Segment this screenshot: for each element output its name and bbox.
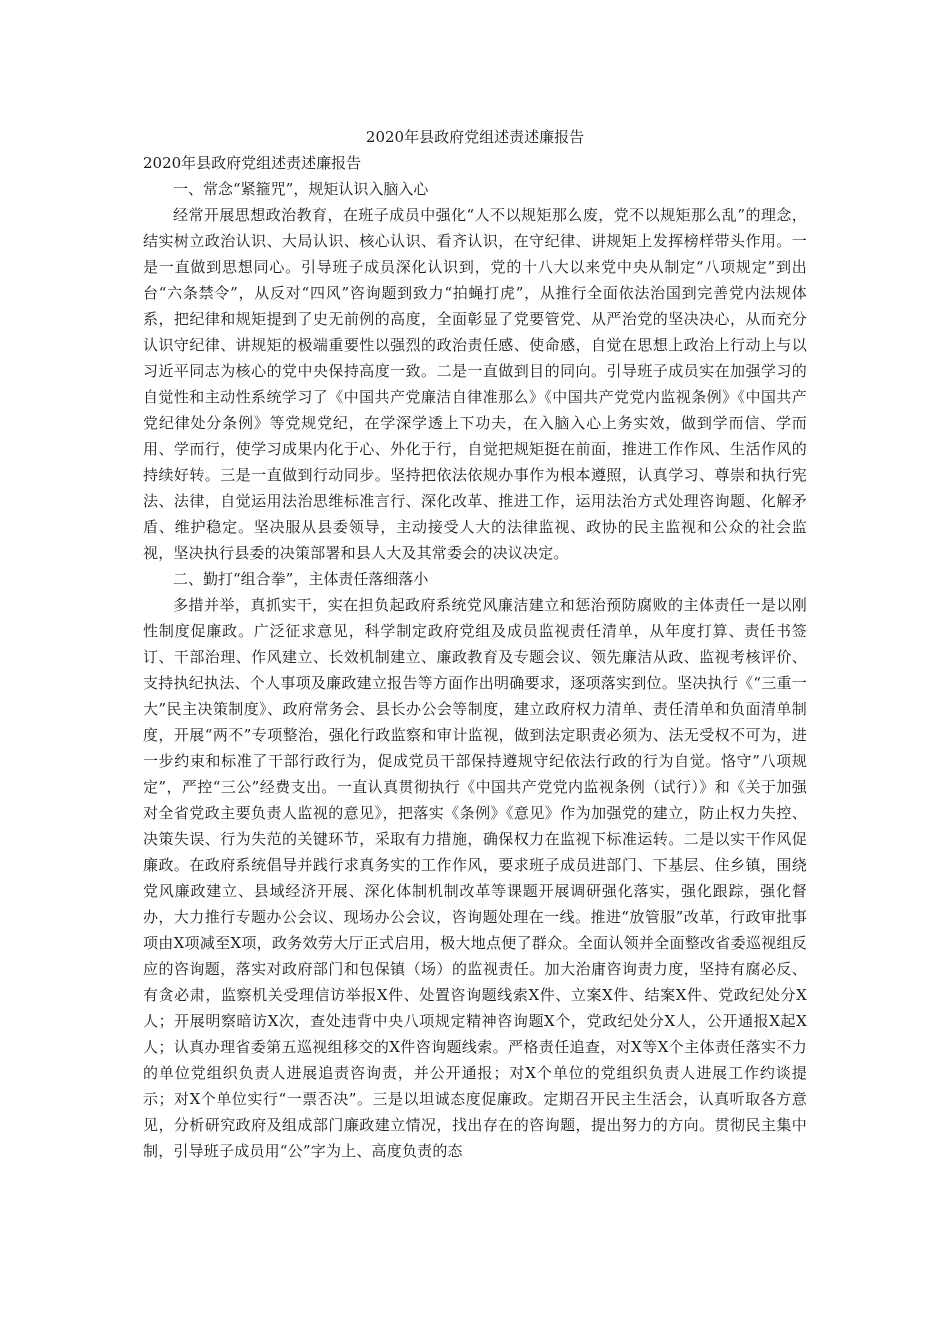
section-heading-1: 一、常念“紧箍咒”，规矩认识入脑入心	[173, 180, 429, 198]
document-page	[143, 124, 807, 1164]
document-title: 2020年县政府党组述责述廉报告	[365, 128, 585, 146]
document-subtitle: 2020年县政府党组述责述廉报告	[143, 154, 362, 172]
section-paragraph-1: 经常开展思想政治教育，在班子成员中强化“人不以规矩那么废，党不以规矩那么乱”的理念，结实树立政治认识、大局认识、核心认识、看齐认识，在守纪律、讲规矩上发挥榜样带头作用。一是一直做到思想同心。引导班子成员深化认识到，党的十八大以来党中央从制定“八项规定”到出台“六条禁令”，从反对“四风”咨询题到致力“拍蝇打虎”，从推行全面依法治国到完善党内法规体系，把纪律和规矩提到了史无前例的高度，全面彰显了党要管党、从严治党的坚决决心，从而充分认识守纪律、讲规矩的极端重要性以强烈的政治责任感、使命感，自觉在思想上政治上行动上与以习近平同志为核心的党中央保持高度一致。二是一直做到目的同向。引导班子成员实在加强学习的自觉性和主动性系统学习了《中国共产党廉洁自律准那么》《中国共产党党内监视条例》《中国共产党纪律处分条例》等党规党纪，在学深学透上下功夫，在入脑入心上务实效，做到学而信、学而用、学而行，使学习成果内化于心、外化于行，自觉把规矩挺在前面，推进工作作风、生活作风的持续好转。三是一直做到行动同步。坚持把依法依规办事作为根本遵照，认真学习、尊崇和执行宪法、法律，自觉运用法治思维标准言行、深化改革、推进工作，运用法治方式处理咨询题、化解矛盾、维护稳定。坚决服从县委领导，主动接受人大的法律监视、政协的民主监视和公众的社会监视，坚决执行县委的决策部署和县人大及其常委会的决议决定。	[143, 206, 807, 562]
section-paragraph-2: 多措并举，真抓实干，实在担负起政府系统党风廉洁建立和惩治预防腐败的主体责任一是以刚性制度促廉政。广泛征求意见，科学制定政府党组及成员监视责任清单，从年度打算、责任书签订、干部治理、作风建立、长效机制建立、廉政教育及专题会议、领先廉洁从政、监视考核评价、支持执纪执法、个人事项及廉政建立报告等方面作出明确要求，逐项落实到位。坚决执行《“三重一大”民主决策制度》、政府常务会、县长办公会等制度，建立政府权力清单、责任清单和负面清单制度，开展“两不”专项整治，强化行政监察和审计监视，做到法定职责必须为、法无受权不可为，进一步约束和标准了干部行政行为，促成党员干部保持遵规守纪依法行政的行为自觉。恪守”八项规定”，严控“三公”经费支出。一直认真贯彻执行《中国共产党党内监视条例（试行）》和《关于加强对全省党政主要负责人监视的意见》，把落实《条例》《意见》作为加强党的建立，防止权力失控、决策失误、行为失范的关键环节，采取有力措施，确保权力在监视下标准运转。二是以实干作风促廉政。在政府系统倡导并践行求真务实的工作作风，要求班子成员进部门、下基层、住乡镇，围绕党风廉政建立、县域经济开展、深化体制机制改革等课题开展调研强化落实，强化跟踪，强化督办，大力推行专题办公会议、现场办公会议，咨询题处理在一线。推进“放管服”改革，行政审批事项由X项减至X项，政务效劳大厅正式启用，极大地点便了群众。全面认领并全面整改省委巡视组反应的咨询题，落实对政府部门和包保镇（场）的监视责任。加大治庸咨询责力度，坚持有腐必反、有贪必肃，监察机关受理信访举报X件、处置咨询题线索X件、立案X件、结案X件、党政纪处分X人；开展明察暗访X次，查处违背中央八项规定精神咨询题X个，党政纪处分X人，公开通报X起X人；认真办理省委第五巡视组移交的X件咨询题线索。严格责任追查，对X等X个主体责任落实不力的单位党组织负责人进展追责咨询责，并公开通报；对X个单位的党组织负责人进展工作约谈提示；对X个单位实行“一票否决”。三是以坦诚态度促廉政。定期召开民主生活会，认真听取各方意见，分析研究政府及组成部门廉政建立情况，找出存在的咨询题，提出努力的方向。贯彻民主集中制，引导班子成员用“公”字为上、高度负责的态	[143, 596, 807, 1160]
section-heading-2: 二、勤打“组合拳”，主体责任落细落小	[173, 570, 429, 588]
